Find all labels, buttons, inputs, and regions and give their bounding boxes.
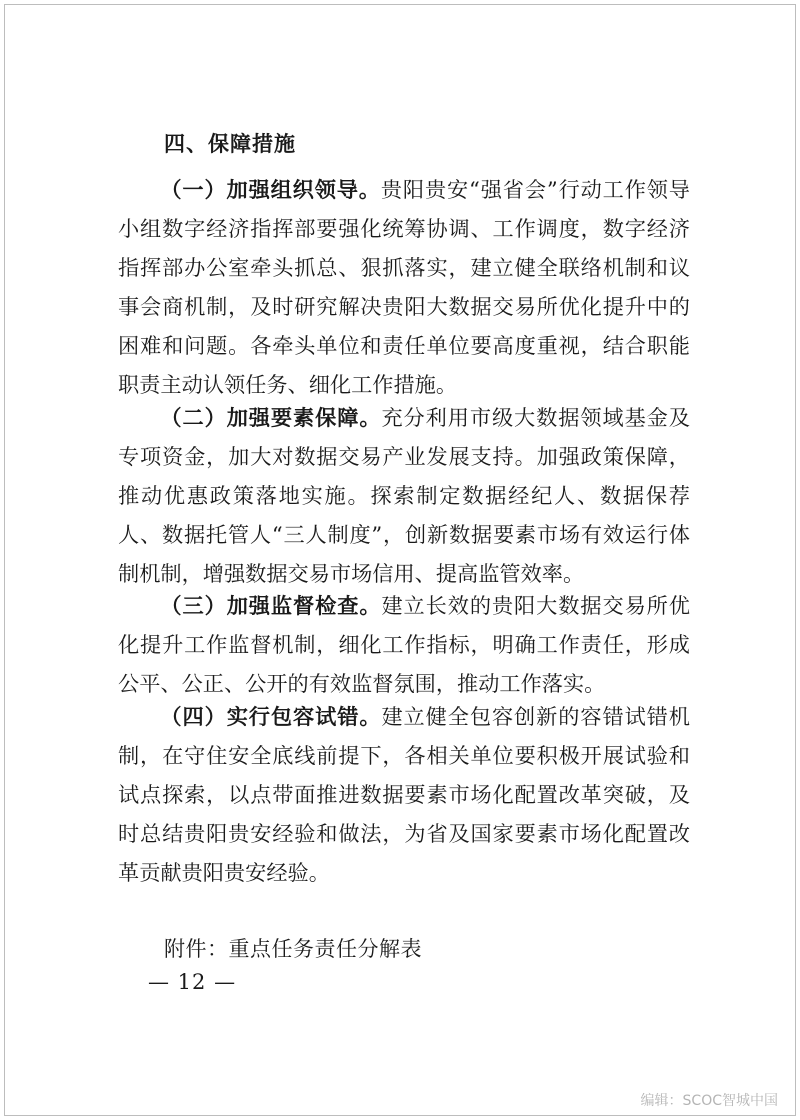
editor-credit-watermark: 编辑：SCOC智城中国	[640, 1093, 778, 1109]
paragraph-lead: （三）加强监督检查。	[160, 593, 382, 618]
paragraph-lead: （二）加强要素保障。	[160, 405, 382, 430]
paragraph-supervision-inspection	[118, 586, 690, 703]
paragraph-lead: （四）实行包容试错。	[160, 704, 382, 729]
section-heading: 四、保障措施	[164, 132, 296, 156]
page-number: — 12 —	[148, 970, 237, 994]
paragraph-lead: （一）加强组织领导。	[160, 177, 381, 202]
paragraph-body: 建立健全包容创新的容错试错机制，在守住安全底线前提下，各相关单位要积极开展试验和试点探索，以点带面推进数据要素市场化配置改革突破，及时总结贵阳贵安经验和做法，为省及国家要素市场化配置改革贡献贵阳贵安经验。	[118, 704, 690, 885]
paragraph-tolerance-trial	[118, 697, 690, 892]
paragraph-body: 贵阳贵安“强省会”行动工作领导小组数字经济指挥部要强化统筹协调、工作调度，数字经济指挥部办公室牵头抓总、狠抓落实，建立健全联络机制和议事会商机制，及时研究解决贵阳大数据交易所优化提升中的困难和问题。各牵头单位和责任单位要高度重视，结合职能职责主动认领任务、细化工作措施。	[118, 177, 690, 397]
paragraph-body: 建立长效的贵阳大数据交易所优化提升工作监督机制，细化工作指标，明确工作责任，形成公平、公正、公开的有效监督氛围，推动工作落实。	[118, 593, 690, 696]
paragraph-organization-leadership	[118, 170, 690, 404]
paragraph-body: 充分利用市级大数据领域基金及专项资金，加大对数据交易产业发展支持。加强政策保障，推动优惠政策落地实施。探索制定数据经纪人、数据保荐人、数据托管人“三人制度”，创新数据要素市场有效运行体制机制，增强数据交易市场信用、提高监管效率。	[118, 405, 690, 586]
attachment-note: 附件：重点任务责任分解表	[164, 937, 422, 961]
paragraph-factor-guarantee	[118, 398, 690, 593]
